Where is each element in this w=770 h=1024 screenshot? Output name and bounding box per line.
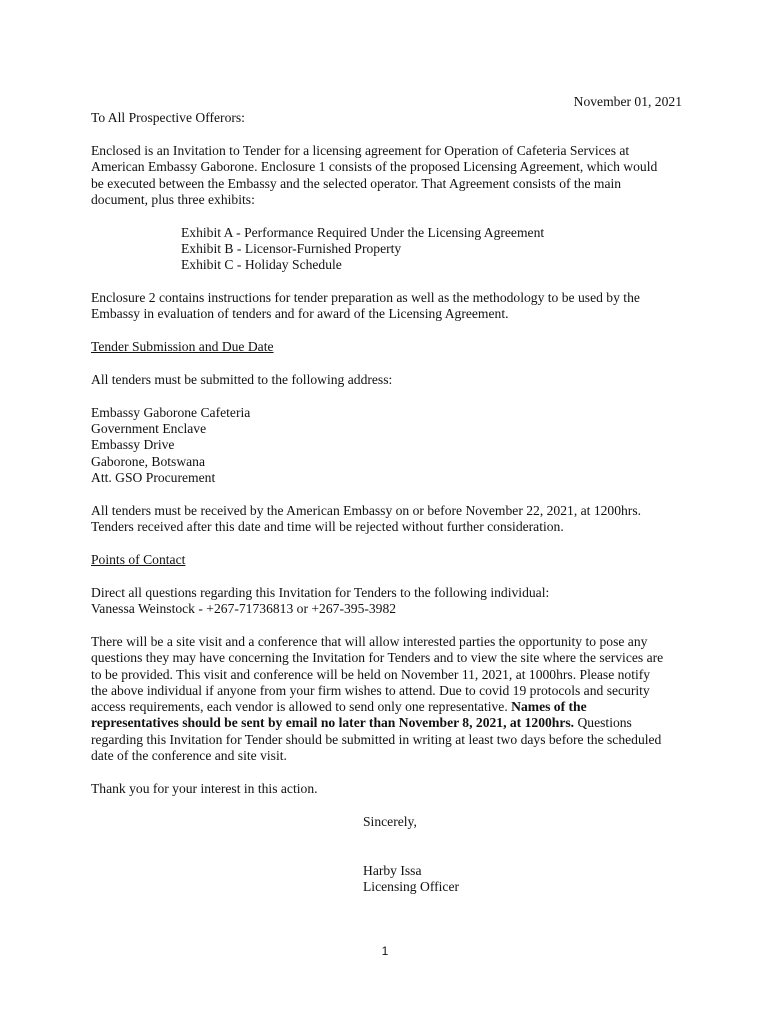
signer-name: Harby Issa [363,863,422,878]
site-visit-line [91,715,632,731]
site-visit-line: regarding this Invitation for Tender should be submitted in writing at least two days before the scheduled [91,732,662,747]
contact-heading: Points of Contact [91,552,186,567]
address-line: Embassy Drive [91,437,175,452]
contact-line: Direct all questions regarding this Invitation for Tenders to the following individual: [91,585,550,600]
page-number: 1 [381,944,389,958]
submission-heading: Tender Submission and Due Date [91,339,274,354]
valediction: Sincerely, [363,814,417,829]
site-visit-line: date of the conference and site visit. [91,748,287,763]
intro-line: Enclosed is an Invitation to Tender for a licensing agreement for Operation of Cafeteria Services at [91,143,630,158]
intro-line: American Embassy Gaborone. Enclosure 1 consists of the proposed Licensing Agreement, which would [91,159,658,174]
deadline-line: All tenders must be received by the American Embassy on or before November 22, 2021, at 1200hrs. [91,503,642,518]
site-visit-bold-text: Names of the [511,699,587,714]
site-visit-line: to be provided. This visit and conference will be held on November 11, 2021, at 1000hrs. Please notify [91,667,651,682]
site-visit-line: the above individual if anyone from your firm wishes to attend. Due to covid 19 protocols and security [91,683,650,698]
deadline-line: Tenders received after this date and time will be rejected without further consideration. [91,519,564,534]
address-line: Gaborone, Botswana [91,454,206,469]
enclosure2-line: Enclosure 2 contains instructions for tender preparation as well as the methodology to be used by the [91,290,640,305]
submission-intro: All tenders must be submitted to the following address: [91,372,393,387]
address-line: Att. GSO Procurement [91,470,216,485]
address-line: Embassy Gaborone Cafeteria [91,405,251,420]
site-visit-bold-text: representatives should be sent by email no later than November 8, 2021, at 1200hrs. [91,715,575,730]
site-visit-line [91,699,587,715]
closing-thanks: Thank you for your interest in this action. [91,781,318,796]
site-visit-line: There will be a site visit and a conference that will allow interested parties the opportunity to pose any [91,634,648,649]
enclosure2-line: Embassy in evaluation of tenders and for award of the Licensing Agreement. [91,306,509,321]
salutation: To All Prospective Offerors: [91,110,245,125]
site-visit-text: Questions [574,715,632,730]
exhibit-item: Exhibit B - Licensor-Furnished Property [181,241,402,256]
intro-line: document, plus three exhibits: [91,192,255,207]
exhibit-item: Exhibit A - Performance Required Under the Licensing Agreement [181,225,545,240]
signer-title: Licensing Officer [363,879,459,894]
site-visit-line: questions they may have concerning the Invitation for Tenders and to view the site where the services are [91,650,664,665]
contact-line: Vanessa Weinstock - +267-71736813 or +267-395-3982 [91,601,397,616]
letter-date: November 01, 2021 [573,94,682,109]
address-line: Government Enclave [91,421,207,436]
site-visit-text: access requirements, each vendor is allowed to send only one representative. [91,699,512,714]
exhibit-item: Exhibit C - Holiday Schedule [181,257,342,272]
intro-line: be executed between the Embassy and the selected operator. That Agreement consists of the main [91,176,622,191]
